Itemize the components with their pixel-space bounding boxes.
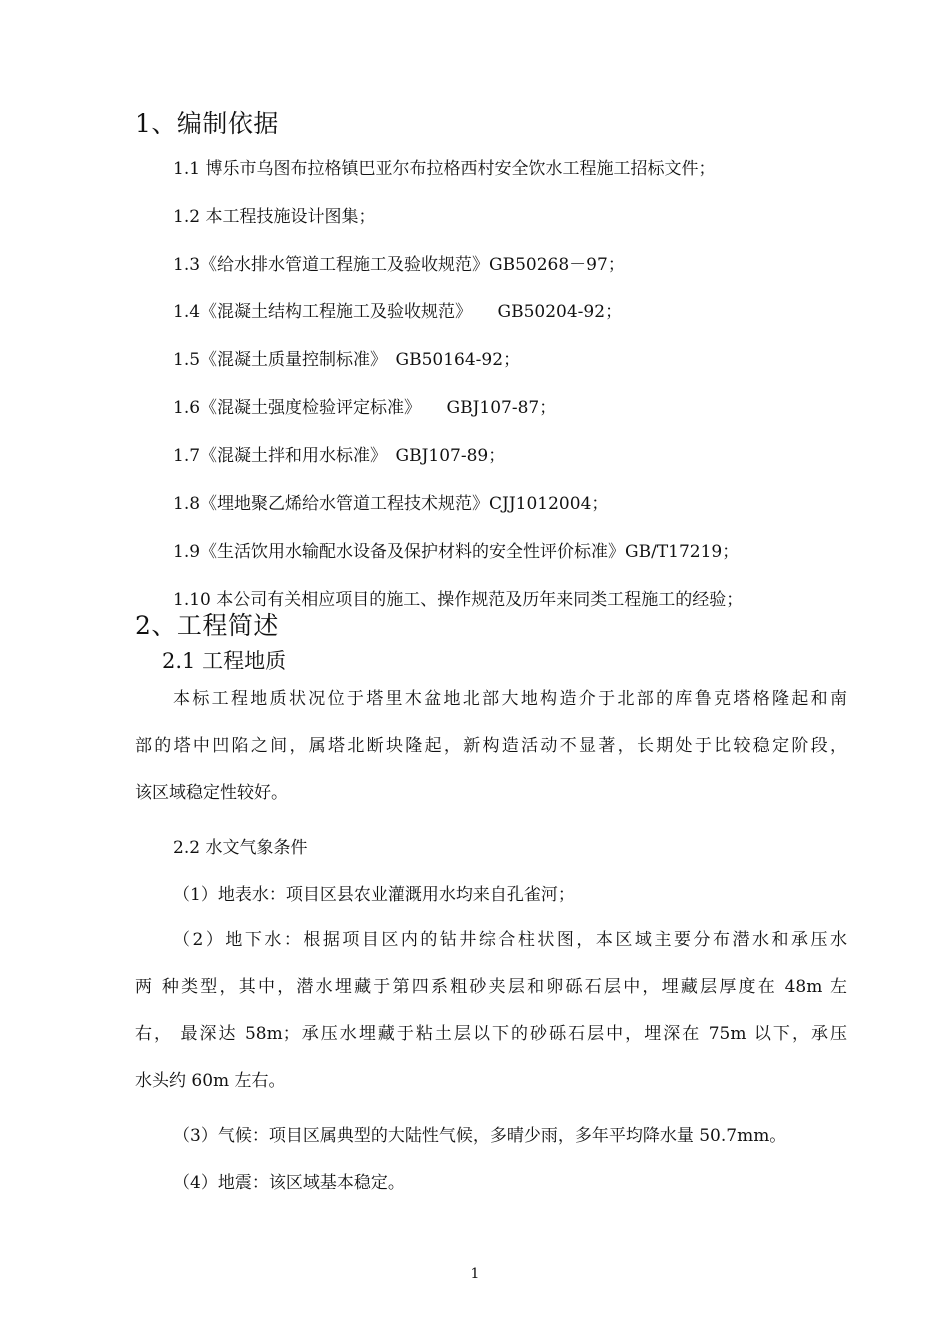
climate-item: （3）气候：项目区属典型的大陆性气候，多晴少雨，多年平均降水量 50.7mm。: [173, 1126, 787, 1146]
basis-item-9: 1.9《生活饮用水输配水设备及保护材料的安全性评价标准》GB/T17219；: [173, 542, 740, 562]
earthquake-item: （4）地震：该区域基本稳定。: [173, 1173, 405, 1193]
basis-item-8: 1.8《埋地聚乙烯给水管道工程技术规范》CJJ1012004；: [173, 494, 609, 514]
geology-line-1: 本标工程地质状况位于塔里木盆地北部大地构造介于北部的库鲁克塔格隆起和南: [173, 689, 847, 709]
groundwater-line-1: （2）地下水：根据项目区内的钻井综合柱状图，本区域主要分布潜水和承压水: [173, 930, 847, 950]
geology-line-2: 部的塔中凹陷之间，属塔北断块隆起，新构造活动不显著，长期处于比较稳定阶段，: [135, 736, 847, 756]
section-1-heading: 1、编制依据: [135, 109, 279, 138]
basis-item-10: 1.10 本公司有关相应项目的施工、操作规范及历年来同类工程施工的经验；: [173, 590, 744, 610]
basis-item-5: 1.5《混凝土质量控制标准》 GB50164-92；: [173, 350, 521, 370]
basis-item-4: 1.4《混凝土结构工程施工及验收规范》 GB50204-92；: [173, 302, 623, 322]
geology-line-3: 该区域稳定性较好。: [135, 783, 288, 803]
basis-item-3: 1.3《给水排水管道工程施工及验收规范》GB50268－97；: [173, 255, 625, 275]
page-number: 1: [470, 1266, 480, 1282]
section-2-heading: 2、工程简述: [135, 611, 279, 640]
basis-item-7: 1.7《混凝土拌和用水标准》 GBJ107-89；: [173, 446, 506, 466]
groundwater-line-4: 水头约 60m 左右。: [135, 1071, 286, 1091]
basis-item-1: 1.1 博乐市乌图布拉格镇巴亚尔布拉格西村安全饮水工程施工招标文件；: [173, 159, 716, 179]
surface-water-item: （1）地表水：项目区县农业灌溉用水均来自孔雀河；: [173, 885, 575, 905]
subsection-2-1-heading: 2.1 工程地质: [162, 649, 287, 673]
basis-item-2: 1.2 本工程技施设计图集；: [173, 207, 376, 227]
groundwater-line-3: 右， 最深达 58m；承压水埋藏于粘土层以下的砂砾石层中，埋深在 75m 以下，承压: [135, 1024, 847, 1044]
basis-item-6: 1.6《混凝土强度检验评定标准》 GBJ107-87；: [173, 398, 557, 418]
subsection-2-2-heading: 2.2 水文气象条件: [173, 838, 308, 858]
groundwater-line-2: 两 种类型，其中，潜水埋藏于第四系粗砂夹层和卵砾石层中，埋藏层厚度在 48m 左: [135, 977, 847, 997]
groundwater-paragraph: [135, 917, 847, 1105]
geology-paragraph: [135, 676, 847, 817]
